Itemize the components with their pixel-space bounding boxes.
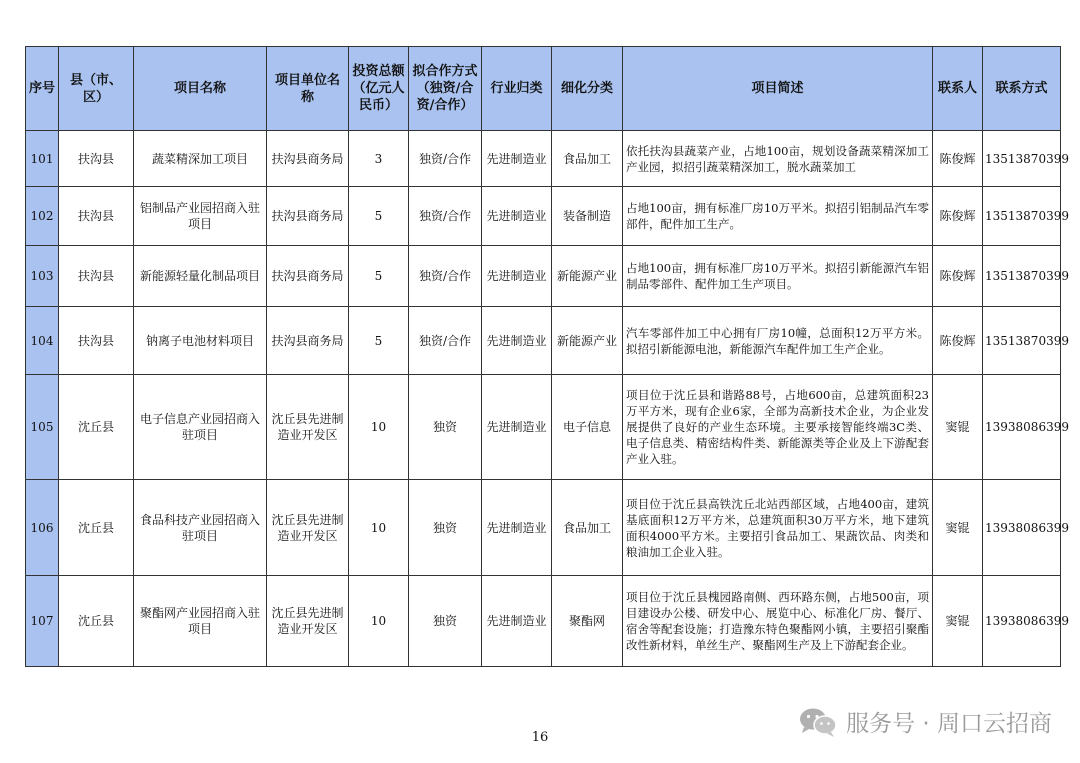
row-subcategory: 电子信息 <box>552 375 623 480</box>
row-description: 项目位于沈丘县槐园路南侧、西环路东侧，占地500亩，项目建设办公楼、研发中心、展览中心、标准化厂房、餐厅、宿舍等配套设施；打造豫东特色聚酯网小镇，主要招引聚酯改性新材料，单丝生产、聚酯网生产及上下游配套企业。 <box>623 576 933 667</box>
row-phone: 13513870399 <box>983 246 1061 307</box>
header-cell: 项目简述 <box>623 47 933 131</box>
header-cell: 县（市、区） <box>59 47 134 131</box>
row-subcategory: 聚酯网 <box>552 576 623 667</box>
row-description: 项目位于沈丘县高铁沈丘北站西部区域，占地400亩，建筑基底面积12万平方米，总建筑面积30万平方米，地下建筑面积4000平方米。主要招引食品加工、果蔬饮品、肉类和粮油加工企业入驻。 <box>623 480 933 576</box>
row-subcategory: 新能源产业 <box>552 246 623 307</box>
header-cell: 行业归类 <box>482 47 552 131</box>
table-row <box>26 375 1061 480</box>
row-industry: 先进制造业 <box>482 375 552 480</box>
row-project-name: 蔬菜精深加工项目 <box>134 131 267 187</box>
row-seq: 102 <box>26 187 59 246</box>
header-cell: 项目单位名称 <box>267 47 349 131</box>
table-row <box>26 131 1061 187</box>
row-description: 汽车零部件加工中心拥有厂房10幢，总面积12万平方米。拟招引新能源电池，新能源汽车配件加工生产企业。 <box>623 307 933 375</box>
table-row <box>26 480 1061 576</box>
row-project-name: 新能源轻量化制品项目 <box>134 246 267 307</box>
header-cell: 项目名称 <box>134 47 267 131</box>
row-contact: 陈俊辉 <box>933 246 983 307</box>
project-table <box>25 46 1069 667</box>
watermark-text: 服务号 · 周口云招商 <box>846 711 1052 737</box>
row-phone: 13513870399 <box>983 307 1061 375</box>
row-description: 占地100亩，拥有标准厂房10万平米。拟招引新能源汽车铝制品零部件、配件加工生产项目。 <box>623 246 933 307</box>
row-seq: 105 <box>26 375 59 480</box>
table-row <box>26 246 1061 307</box>
header-cell: 联系方式 <box>983 47 1061 131</box>
row-industry: 先进制造业 <box>482 307 552 375</box>
row-county: 沈丘县 <box>59 375 134 480</box>
row-contact: 窦锟 <box>933 375 983 480</box>
row-unit: 扶沟县商务局 <box>267 246 349 307</box>
row-county: 沈丘县 <box>59 480 134 576</box>
row-subcategory: 装备制造 <box>552 187 623 246</box>
row-unit: 扶沟县商务局 <box>267 131 349 187</box>
row-mode: 独资 <box>409 576 482 667</box>
row-project-name: 食品科技产业园招商入驻项目 <box>134 480 267 576</box>
row-investment: 10 <box>349 576 409 667</box>
row-investment: 5 <box>349 246 409 307</box>
row-investment: 5 <box>349 187 409 246</box>
row-seq: 106 <box>26 480 59 576</box>
row-seq: 103 <box>26 246 59 307</box>
row-contact: 陈俊辉 <box>933 131 983 187</box>
row-phone: 13938086399 <box>983 480 1061 576</box>
header-cell: 细化分类 <box>552 47 623 131</box>
row-seq: 107 <box>26 576 59 667</box>
row-project-name: 铝制品产业园招商入驻项目 <box>134 187 267 246</box>
header-cell: 拟合作方式（独资/合资/合作） <box>409 47 482 131</box>
row-unit: 沈丘县先进制造业开发区 <box>267 375 349 480</box>
row-phone: 13938086399 <box>983 375 1061 480</box>
row-county: 扶沟县 <box>59 131 134 187</box>
row-county: 扶沟县 <box>59 187 134 246</box>
table-row <box>26 187 1061 246</box>
header-cell: 投资总额（亿元人民币） <box>349 47 409 131</box>
row-description: 占地100亩，拥有标准厂房10万平米。拟招引铝制品汽车零部件，配件加工生产。 <box>623 187 933 246</box>
row-contact: 窦锟 <box>933 480 983 576</box>
header-row <box>26 47 1061 131</box>
row-subcategory: 食品加工 <box>552 480 623 576</box>
row-industry: 先进制造业 <box>482 187 552 246</box>
row-industry: 先进制造业 <box>482 131 552 187</box>
row-county: 扶沟县 <box>59 307 134 375</box>
row-project-name: 钠离子电池材料项目 <box>134 307 267 375</box>
header-cell: 序号 <box>26 47 59 131</box>
row-project-name: 电子信息产业园招商入驻项目 <box>134 375 267 480</box>
header-cell: 联系人 <box>933 47 983 131</box>
row-mode: 独资 <box>409 375 482 480</box>
row-unit: 沈丘县先进制造业开发区 <box>267 480 349 576</box>
row-phone: 13513870399 <box>983 187 1061 246</box>
row-industry: 先进制造业 <box>482 480 552 576</box>
row-project-name: 聚酯网产业园招商入驻项目 <box>134 576 267 667</box>
row-county: 扶沟县 <box>59 246 134 307</box>
row-unit: 扶沟县商务局 <box>267 187 349 246</box>
row-mode: 独资 <box>409 480 482 576</box>
row-description: 依托扶沟县蔬菜产业，占地100亩，规划设备蔬菜精深加工产业园，拟招引蔬菜精深加工，脱水蔬菜加工 <box>623 131 933 187</box>
row-county: 沈丘县 <box>59 576 134 667</box>
row-seq: 104 <box>26 307 59 375</box>
table-row <box>26 576 1061 667</box>
row-industry: 先进制造业 <box>482 576 552 667</box>
row-mode: 独资/合作 <box>409 187 482 246</box>
row-phone: 13938086399 <box>983 576 1061 667</box>
row-investment: 3 <box>349 131 409 187</box>
row-description: 项目位于沈丘县和谐路88号，占地600亩，总建筑面积23万平方米，现有企业6家，全部为高新技术企业，为企业发展提供了良好的产业生态环境。主要承接智能终端3C类、电子信息类、精密结构件类、新能源类等企业及上下游配套产业入驻。 <box>623 375 933 480</box>
table-row <box>26 307 1061 375</box>
row-subcategory: 新能源产业 <box>552 307 623 375</box>
row-investment: 10 <box>349 480 409 576</box>
row-investment: 5 <box>349 307 409 375</box>
row-contact: 陈俊辉 <box>933 187 983 246</box>
row-unit: 扶沟县商务局 <box>267 307 349 375</box>
row-mode: 独资/合作 <box>409 246 482 307</box>
row-phone: 13513870399 <box>983 131 1061 187</box>
row-contact: 窦锟 <box>933 576 983 667</box>
row-investment: 10 <box>349 375 409 480</box>
row-mode: 独资/合作 <box>409 307 482 375</box>
row-mode: 独资/合作 <box>409 131 482 187</box>
row-seq: 101 <box>26 131 59 187</box>
row-contact: 陈俊辉 <box>933 307 983 375</box>
row-industry: 先进制造业 <box>482 246 552 307</box>
row-unit: 沈丘县先进制造业开发区 <box>267 576 349 667</box>
page-number: 16 <box>531 730 549 745</box>
row-subcategory: 食品加工 <box>552 131 623 187</box>
